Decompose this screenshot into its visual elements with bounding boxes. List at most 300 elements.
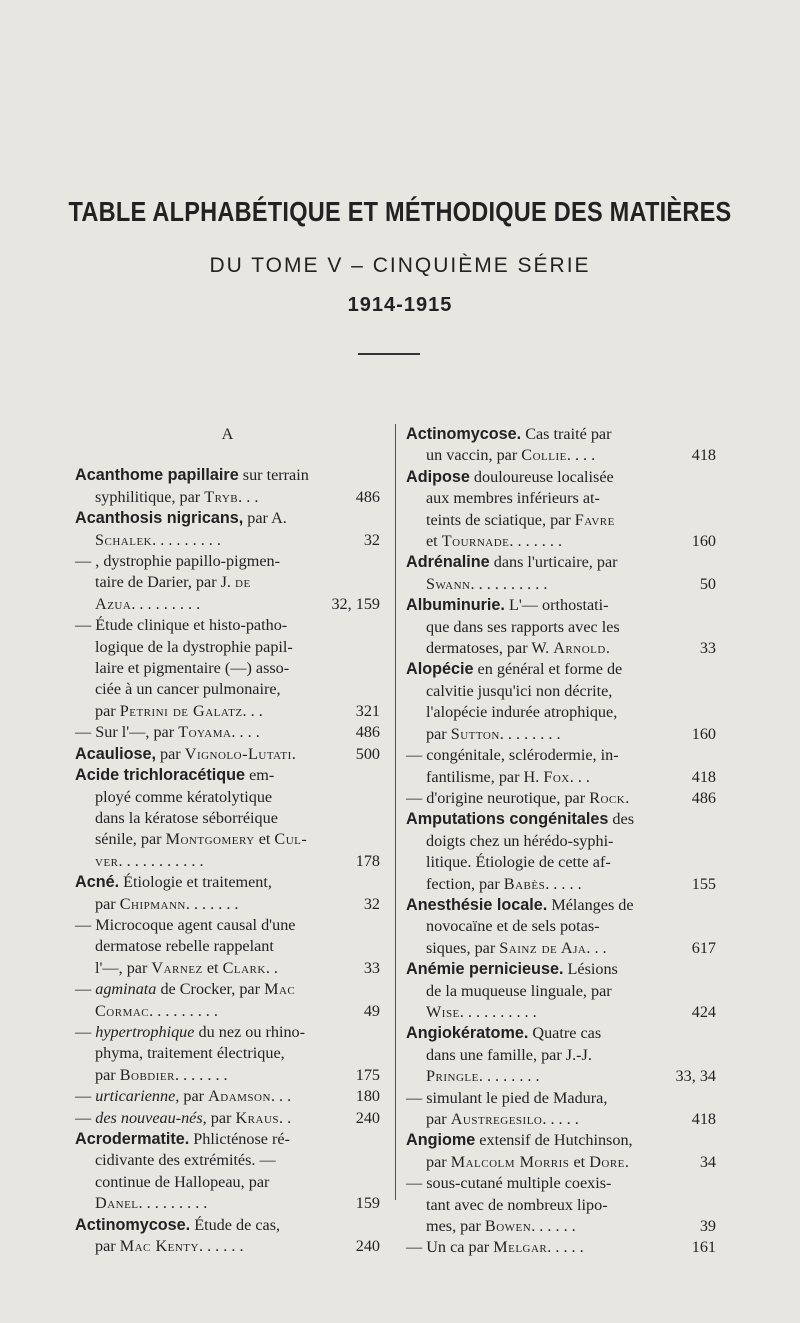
line-text: douloureuse localisée xyxy=(469,467,614,486)
line-text: em- xyxy=(245,766,275,785)
index-line-text xyxy=(426,682,612,700)
index-line-text xyxy=(95,809,278,827)
line-text: par A. xyxy=(243,509,287,528)
line-text: . . . . . . . xyxy=(509,532,563,551)
line-text: . . . . xyxy=(566,446,596,465)
line-text: sénile, par xyxy=(95,830,166,849)
page-title: TABLE ALPHABÉTIQUE ET MÉTHODIQUE DES MATIÈRES xyxy=(68,196,732,227)
index-line-text xyxy=(406,1174,611,1192)
line-text: dans l'urticaire, par xyxy=(489,553,618,572)
index-line xyxy=(75,508,380,529)
line-text: et xyxy=(254,830,275,849)
index-line-text xyxy=(426,618,620,636)
index-line-text xyxy=(95,659,289,677)
index-line xyxy=(75,765,380,786)
index-line-text xyxy=(75,873,272,891)
line-text: logique de la dystrophie papil- xyxy=(95,637,293,656)
index-line xyxy=(406,1066,716,1087)
line-text: calvitie jusqu'ici non décrite, xyxy=(426,681,613,700)
index-line xyxy=(75,658,380,679)
index-line-text xyxy=(426,768,590,786)
line-text: — xyxy=(75,1022,96,1041)
entry-list-right xyxy=(406,424,716,1259)
line-text: l'—, par xyxy=(95,958,152,977)
index-line xyxy=(75,829,380,850)
author-name: Montgomery xyxy=(165,830,255,849)
line-text: dermatose rebelle rappelant xyxy=(95,937,274,956)
index-line-text xyxy=(95,1002,218,1020)
index-line xyxy=(75,551,380,572)
index-line-text xyxy=(426,1003,537,1021)
line-text: dans une famille, par J.-J. xyxy=(426,1045,592,1064)
index-line-text xyxy=(406,468,614,486)
author-name: Bowen xyxy=(484,1217,532,1236)
index-line xyxy=(406,638,716,659)
line-text: . . . . . . . . . xyxy=(152,530,221,549)
author-name: Cul- xyxy=(274,830,308,849)
line-text: ployé comme kératolytique xyxy=(95,787,273,806)
index-line-text xyxy=(426,1046,592,1064)
line-text: par xyxy=(426,1152,451,1171)
line-text: teints de sciatique, par xyxy=(426,510,575,529)
index-line xyxy=(75,979,380,1000)
line-text: . . . . . . xyxy=(198,1237,244,1256)
author-name: Mac Kenty xyxy=(119,1237,199,1256)
line-text: siques, par xyxy=(426,938,500,957)
index-line-text xyxy=(426,875,582,893)
index-line-text xyxy=(426,725,561,743)
author-name: Fox xyxy=(543,767,570,786)
index-line xyxy=(406,574,716,595)
index-column-right xyxy=(406,424,716,1259)
index-line xyxy=(75,851,380,872)
index-line xyxy=(75,1065,380,1086)
index-line-text xyxy=(426,532,562,550)
headword: Acauliose, xyxy=(75,744,156,763)
line-text: taire de Darier, par J. xyxy=(95,573,236,592)
page-number: 32 xyxy=(363,894,380,913)
author-name: Varnez xyxy=(151,958,203,977)
line-text: du nez ou rhino- xyxy=(194,1022,306,1041)
page-number: 500 xyxy=(355,744,380,763)
index-line-text xyxy=(426,832,613,850)
index-line xyxy=(406,1216,716,1237)
line-text: et xyxy=(569,1152,590,1171)
column-divider xyxy=(395,424,396,1200)
line-text: . . . . . . . . . . . xyxy=(118,851,204,870)
index-line-text xyxy=(95,788,272,806)
index-line-text xyxy=(406,896,634,914)
index-line-text xyxy=(426,917,600,935)
index-line xyxy=(406,488,716,509)
index-line-text xyxy=(75,980,295,998)
index-line-text xyxy=(75,466,309,484)
line-text: . . . . . xyxy=(542,1110,579,1128)
line-text: tant avec de nombreux lipo- xyxy=(426,1195,608,1214)
index-line xyxy=(406,617,716,638)
index-line-text xyxy=(75,723,260,741)
line-text: et xyxy=(202,958,223,977)
index-line xyxy=(406,702,716,723)
page-number: 418 xyxy=(691,446,716,465)
headword: Acanthome papillaire xyxy=(75,466,239,485)
page-number: 32 xyxy=(363,530,380,549)
author-name: Favre xyxy=(574,510,615,529)
index-line-text xyxy=(95,638,293,656)
author-name: Clark xyxy=(222,958,266,977)
author-name: Schalek xyxy=(95,530,153,549)
line-text: fantilisme, par H. xyxy=(426,767,544,786)
index-line xyxy=(75,487,380,508)
page-number: 161 xyxy=(691,1238,716,1257)
index-line-text xyxy=(426,982,612,1000)
italic-term: agminata xyxy=(95,980,157,999)
author-name: Sutton xyxy=(450,724,500,743)
author-name: Toyama xyxy=(178,723,232,742)
line-text: aux membres inférieurs at- xyxy=(426,489,600,508)
line-text: et xyxy=(426,532,442,551)
index-line-text xyxy=(406,1131,633,1149)
headword: Angiome xyxy=(406,1131,476,1150)
page-number: 321 xyxy=(355,701,380,720)
index-line-text xyxy=(75,745,296,763)
index-line xyxy=(406,531,716,552)
index-line-text xyxy=(95,488,258,506)
index-line-text xyxy=(95,531,221,549)
line-text: . . . . xyxy=(231,723,260,742)
index-column-left xyxy=(75,424,380,1257)
line-text: continue de Hallopeau, par xyxy=(95,1172,270,1191)
index-line xyxy=(75,787,380,808)
line-text: par xyxy=(426,1110,451,1128)
index-line-text xyxy=(426,1110,579,1128)
index-line-text xyxy=(426,1153,629,1171)
index-line xyxy=(75,1215,380,1236)
index-line xyxy=(75,808,380,829)
index-line-text xyxy=(426,1217,576,1235)
index-line xyxy=(75,679,380,700)
italic-term: hypertrophique xyxy=(95,1022,195,1041)
author-name: Cormac xyxy=(95,1001,150,1020)
index-line xyxy=(75,701,380,722)
headword: Alopécie xyxy=(406,660,474,679)
line-text: — xyxy=(75,1087,96,1106)
index-line-text xyxy=(406,960,618,978)
index-line xyxy=(75,465,380,486)
index-line xyxy=(406,959,716,980)
page-number: 33, 34 xyxy=(675,1067,716,1086)
index-line xyxy=(406,1173,716,1194)
line-text: par xyxy=(155,744,185,763)
index-line-text xyxy=(95,1194,207,1212)
author-name: Dore xyxy=(589,1152,625,1171)
index-line xyxy=(406,1109,716,1130)
index-line-text xyxy=(426,853,611,871)
page-number: 159 xyxy=(355,1194,380,1213)
author-name: Mac xyxy=(264,980,296,999)
index-line-text xyxy=(95,680,281,698)
page-number: 486 xyxy=(355,487,380,506)
author-name: Swann xyxy=(426,574,471,593)
line-text: . . . xyxy=(569,767,590,786)
page-number: 418 xyxy=(691,767,716,786)
page-number: 180 xyxy=(355,1087,380,1106)
page-number: 240 xyxy=(355,1108,380,1127)
index-line xyxy=(406,510,716,531)
line-text: Mélanges de xyxy=(547,895,634,914)
line-text: des xyxy=(608,810,634,829)
line-text: fection, par xyxy=(426,874,504,893)
author-name: Sainz de Aja xyxy=(499,938,587,957)
index-line xyxy=(75,1150,380,1171)
line-text: doigts chez un hérédo-syphi- xyxy=(426,831,614,850)
index-line xyxy=(75,1001,380,1022)
index-line-text xyxy=(426,575,547,593)
line-text: — xyxy=(75,1108,96,1127)
line-text: syphilitique, par xyxy=(95,487,205,506)
headword: Amputations congénitales xyxy=(406,810,609,829)
line-text: — d'origine neurotique, par xyxy=(406,788,590,807)
line-text: par xyxy=(179,1087,209,1106)
index-line xyxy=(406,595,716,616)
author-name: ver xyxy=(95,851,119,870)
index-line xyxy=(406,424,716,445)
page-number: 424 xyxy=(691,1002,716,1021)
index-line-text xyxy=(95,702,263,720)
line-text: . xyxy=(624,1152,629,1171)
page-number: 178 xyxy=(355,851,380,870)
index-line-text xyxy=(426,489,600,507)
page-subtitle: DU TOME V – CINQUIÈME SÉRIE xyxy=(209,254,591,277)
headword: Actinomycose. xyxy=(75,1215,191,1234)
index-line-text xyxy=(75,616,287,634)
line-text: — sous-cutané multiple coexis- xyxy=(406,1174,612,1193)
index-line-text xyxy=(406,425,612,443)
line-text: . . xyxy=(279,1108,292,1127)
entry-list-left xyxy=(75,465,380,1257)
index-line xyxy=(75,530,380,551)
index-line xyxy=(406,552,716,573)
author-name: Melgar xyxy=(493,1238,548,1257)
index-line xyxy=(406,831,716,852)
line-text: L'— orthostati- xyxy=(504,596,609,615)
italic-term: urticarienne, xyxy=(95,1087,180,1106)
index-line xyxy=(406,809,716,830)
index-line-text xyxy=(406,553,618,571)
page-number: 486 xyxy=(691,788,716,807)
line-text: . . . . . . xyxy=(531,1217,576,1236)
line-text: . . . . . xyxy=(545,874,582,893)
index-line xyxy=(75,744,380,765)
index-line xyxy=(406,938,716,959)
author-name: Chipmann xyxy=(119,894,186,913)
line-text: par xyxy=(206,1108,236,1127)
author-name: Adamson xyxy=(208,1087,271,1106)
index-line xyxy=(406,1023,716,1044)
line-text: phyma, traitement électrique, xyxy=(95,1044,285,1063)
line-text: . . . . . . . . . xyxy=(131,594,201,613)
index-line xyxy=(75,637,380,658)
line-text: — simulant le pied de Madura, xyxy=(406,1088,608,1107)
line-text: extensif de Hutchinson, xyxy=(475,1131,633,1150)
index-line xyxy=(406,681,716,702)
index-line xyxy=(75,872,380,893)
line-text: Lésions xyxy=(563,960,618,979)
line-text: de Crocker, par xyxy=(156,980,265,999)
page-number: 39 xyxy=(699,1217,716,1236)
page-number: 33 xyxy=(363,958,380,977)
author-name: Pringle xyxy=(426,1067,479,1086)
line-text: Étude de cas, xyxy=(190,1215,281,1234)
headword: Acanthosis nigricans, xyxy=(75,509,244,528)
index-line xyxy=(406,467,716,488)
author-name: Collie xyxy=(521,446,567,465)
author-name: Danel xyxy=(95,1194,139,1213)
index-line-text xyxy=(406,1089,607,1107)
headword: Adrénaline xyxy=(406,553,490,572)
line-text: en général et forme de xyxy=(473,660,623,679)
line-text: . . . . . . . . . . xyxy=(470,574,548,593)
index-line-text xyxy=(406,596,609,614)
line-text: — Microcoque agent causal d'une xyxy=(75,915,296,934)
page-number: 617 xyxy=(691,938,716,957)
index-line-text xyxy=(426,703,617,721)
index-line-text xyxy=(426,639,610,657)
line-text: . . xyxy=(265,958,278,977)
line-text: sur terrain xyxy=(238,466,309,485)
line-text: par xyxy=(426,724,451,743)
author-name: Tryb xyxy=(204,487,239,506)
index-line-text xyxy=(406,660,622,678)
index-line xyxy=(406,1130,716,1151)
author-name: Kraus xyxy=(235,1108,280,1127)
index-line-text xyxy=(75,1130,290,1148)
line-text: . . . . . . . xyxy=(174,1065,228,1084)
index-line-text xyxy=(75,916,295,934)
line-text: litique. Étiologie de cette af- xyxy=(426,853,611,872)
index-line xyxy=(75,1129,380,1150)
page-number: 49 xyxy=(363,1001,380,1020)
line-text: dans la kératose séborréique xyxy=(95,808,278,827)
author-name: Petrini de Galatz xyxy=(119,701,243,720)
headword: Acné. xyxy=(75,873,120,892)
line-text: Phlicténose ré- xyxy=(189,1130,290,1148)
author-name: Malcolm Morris xyxy=(450,1152,570,1171)
author-name: Wise xyxy=(426,1002,460,1021)
headword: Actinomycose. xyxy=(406,425,522,443)
index-line xyxy=(75,1043,380,1064)
index-line xyxy=(75,1236,380,1257)
index-line-text xyxy=(406,746,619,764)
page-number: 155 xyxy=(691,874,716,893)
index-line-text xyxy=(75,1023,305,1041)
index-line xyxy=(75,936,380,957)
index-line-text xyxy=(426,1067,540,1085)
line-text: . . . . . . . . . . xyxy=(459,1002,537,1021)
index-line xyxy=(406,852,716,873)
page-number: 34 xyxy=(699,1152,716,1171)
line-text: . . . . . . . . . xyxy=(149,1001,218,1020)
index-line xyxy=(75,722,380,743)
line-text: Étiologie et traitement, xyxy=(119,873,272,892)
index-line xyxy=(406,916,716,937)
section-letter: A xyxy=(221,425,234,443)
page-number: 32, 159 xyxy=(331,594,380,613)
index-line-text xyxy=(426,939,607,957)
index-line xyxy=(75,1086,380,1107)
headword: Acide trichloracétique xyxy=(75,766,246,785)
index-line xyxy=(75,958,380,979)
index-line xyxy=(406,1152,716,1173)
line-text: un vaccin, par xyxy=(426,446,522,465)
index-line-text xyxy=(95,830,307,848)
page-number: 33 xyxy=(699,639,716,658)
index-line-text xyxy=(426,446,595,464)
title-divider xyxy=(358,353,420,355)
index-line xyxy=(406,895,716,916)
line-text: ciée à un cancer pulmonaire, xyxy=(95,680,281,699)
headword: Acrodermatite. xyxy=(75,1130,190,1148)
index-line xyxy=(406,788,716,809)
italic-term: des nouveau-nés, xyxy=(95,1108,207,1127)
index-line-text xyxy=(75,1087,291,1105)
index-line xyxy=(75,915,380,936)
index-line xyxy=(406,1088,716,1109)
index-line-text xyxy=(95,1237,243,1255)
page-number: 486 xyxy=(355,723,380,742)
index-line xyxy=(406,767,716,788)
line-text: par xyxy=(95,1065,120,1084)
index-line-text xyxy=(95,1173,269,1191)
line-text: . . . . . . . . xyxy=(478,1067,540,1086)
line-text: — congénitale, sclérodermie, in- xyxy=(406,746,619,765)
line-text: par xyxy=(95,1237,120,1256)
index-line-text xyxy=(75,1216,280,1234)
index-line-text xyxy=(95,1151,276,1169)
line-text: — Sur l'—, par xyxy=(75,723,179,742)
line-text: — Un ca par xyxy=(406,1238,494,1257)
line-text: . xyxy=(625,788,630,807)
index-line-text xyxy=(95,573,251,591)
index-line xyxy=(406,1195,716,1216)
author-name: Rock xyxy=(589,788,626,807)
page-number: 175 xyxy=(355,1065,380,1084)
headword: Anesthésie locale. xyxy=(406,895,548,914)
index-line xyxy=(406,981,716,1002)
index-line-text xyxy=(95,852,203,870)
index-line xyxy=(406,1002,716,1023)
page-number: 160 xyxy=(691,532,716,551)
line-text: . xyxy=(605,639,610,658)
page-number: 418 xyxy=(691,1110,716,1128)
line-text: laire et pigmentaire (—) asso- xyxy=(95,659,290,678)
author-name: Austregesilo xyxy=(450,1110,543,1128)
index-line xyxy=(406,874,716,895)
line-text: . . . xyxy=(586,938,607,957)
index-line xyxy=(406,1237,716,1258)
index-line-text xyxy=(75,766,274,784)
index-line xyxy=(406,445,716,466)
line-text: . . . xyxy=(270,1087,292,1106)
line-text: par xyxy=(95,701,120,720)
line-text: Quatre cas xyxy=(528,1024,602,1043)
index-line-text xyxy=(75,1109,291,1127)
index-line xyxy=(75,1193,380,1214)
headword: Adipose xyxy=(406,467,470,486)
headword: Albuminurie. xyxy=(406,596,505,615)
line-text: . . . xyxy=(242,701,263,720)
page-number: 160 xyxy=(691,724,716,743)
